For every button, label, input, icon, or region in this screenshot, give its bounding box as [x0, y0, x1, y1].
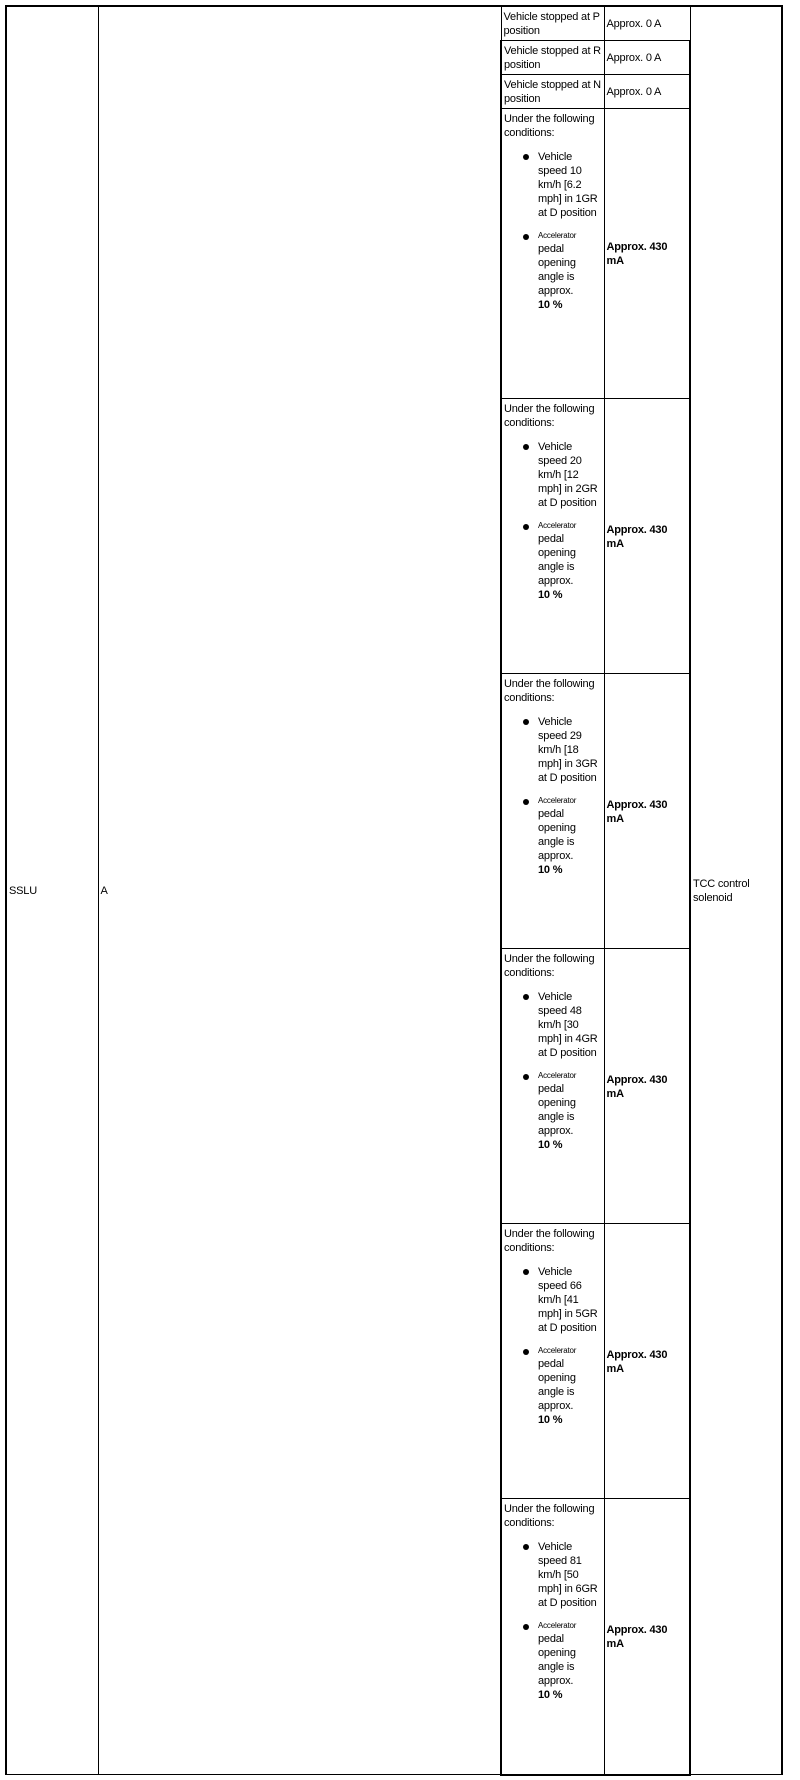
condition-cell: [501, 674, 604, 949]
accelerator-label: Accelerator: [538, 521, 577, 530]
speed-condition: Vehicle speed 48 km/h [30 mph] in 4GR at D position: [538, 990, 602, 1060]
accelerator-percent: 10 %: [538, 589, 563, 601]
condition-list: [504, 150, 602, 312]
condition-cell: [501, 399, 604, 674]
condition-cell: Vehicle stopped at R position: [501, 41, 604, 75]
condition-cell: [501, 1224, 604, 1499]
accelerator-label: Accelerator: [538, 796, 577, 805]
condition-intro: Under the following conditions:: [504, 1503, 595, 1529]
condition-intro: Under the following conditions:: [504, 113, 595, 139]
component-cell: TCC control solenoid: [690, 6, 782, 1775]
speed-condition: Vehicle speed 66 km/h [41 mph] in 5GR at D position: [538, 1265, 602, 1335]
value-cell: Approx. 430 mA: [604, 674, 690, 949]
accelerator-condition: [538, 230, 602, 312]
accelerator-label: Accelerator: [538, 1621, 577, 1630]
accelerator-percent: 10 %: [538, 864, 563, 876]
accelerator-label: Accelerator: [538, 231, 577, 240]
value-cell: Approx. 430 mA: [604, 399, 690, 674]
condition-list: [504, 715, 602, 877]
condition-list: [504, 440, 602, 602]
condition-list: [504, 1540, 602, 1702]
accelerator-percent: 10 %: [538, 1689, 563, 1701]
wiring-color-cell: A: [98, 6, 501, 1775]
accelerator-text: pedal opening angle is approx.: [538, 533, 576, 587]
accelerator-condition: [538, 1070, 602, 1152]
accelerator-condition: [538, 1345, 602, 1427]
condition-cell: Vehicle stopped at N position: [501, 75, 604, 109]
value-cell: Approx. 0 A: [604, 75, 690, 109]
value-cell: Approx. 430 mA: [604, 1224, 690, 1499]
value-cell: Approx. 430 mA: [604, 949, 690, 1224]
accelerator-text: pedal opening angle is approx.: [538, 1083, 576, 1137]
accelerator-condition: [538, 795, 602, 877]
speed-condition: Vehicle speed 20 km/h [12 mph] in 2GR at D position: [538, 440, 602, 510]
accelerator-text: pedal opening angle is approx.: [538, 243, 576, 297]
value-cell: Approx. 430 mA: [604, 1499, 690, 1775]
table-row: [6, 6, 782, 41]
spec-document: [5, 5, 781, 1773]
speed-condition: Vehicle speed 81 km/h [50 mph] in 6GR at D position: [538, 1540, 602, 1610]
value-cell: Approx. 0 A: [604, 6, 690, 41]
value-cell: Approx. 430 mA: [604, 109, 690, 399]
accelerator-percent: 10 %: [538, 1414, 563, 1426]
condition-list: [504, 990, 602, 1152]
condition-cell: [501, 949, 604, 1224]
condition-list: [504, 1265, 602, 1427]
condition-intro: Under the following conditions:: [504, 953, 595, 979]
accelerator-label: Accelerator: [538, 1071, 577, 1080]
condition-intro: Under the following conditions:: [504, 1228, 595, 1254]
condition-cell: [501, 1499, 604, 1775]
condition-intro: Under the following conditions:: [504, 678, 595, 704]
accelerator-condition: [538, 1620, 602, 1702]
terminal-spec-table: [5, 5, 783, 1776]
condition-intro: Under the following conditions:: [504, 403, 595, 429]
value-cell: Approx. 0 A: [604, 41, 690, 75]
accelerator-text: pedal opening angle is approx.: [538, 1358, 576, 1412]
accelerator-percent: 10 %: [538, 299, 563, 311]
accelerator-percent: 10 %: [538, 1139, 563, 1151]
speed-condition: Vehicle speed 10 km/h [6.2 mph] in 1GR at D position: [538, 150, 602, 220]
accelerator-text: pedal opening angle is approx.: [538, 1633, 576, 1687]
terminal-cell: SSLU: [6, 6, 98, 1775]
accelerator-label: Accelerator: [538, 1346, 577, 1355]
accelerator-condition: [538, 520, 602, 602]
speed-condition: Vehicle speed 29 km/h [18 mph] in 3GR at D position: [538, 715, 602, 785]
accelerator-text: pedal opening angle is approx.: [538, 808, 576, 862]
condition-cell: Vehicle stopped at P position: [501, 6, 604, 41]
condition-cell: [501, 109, 604, 399]
